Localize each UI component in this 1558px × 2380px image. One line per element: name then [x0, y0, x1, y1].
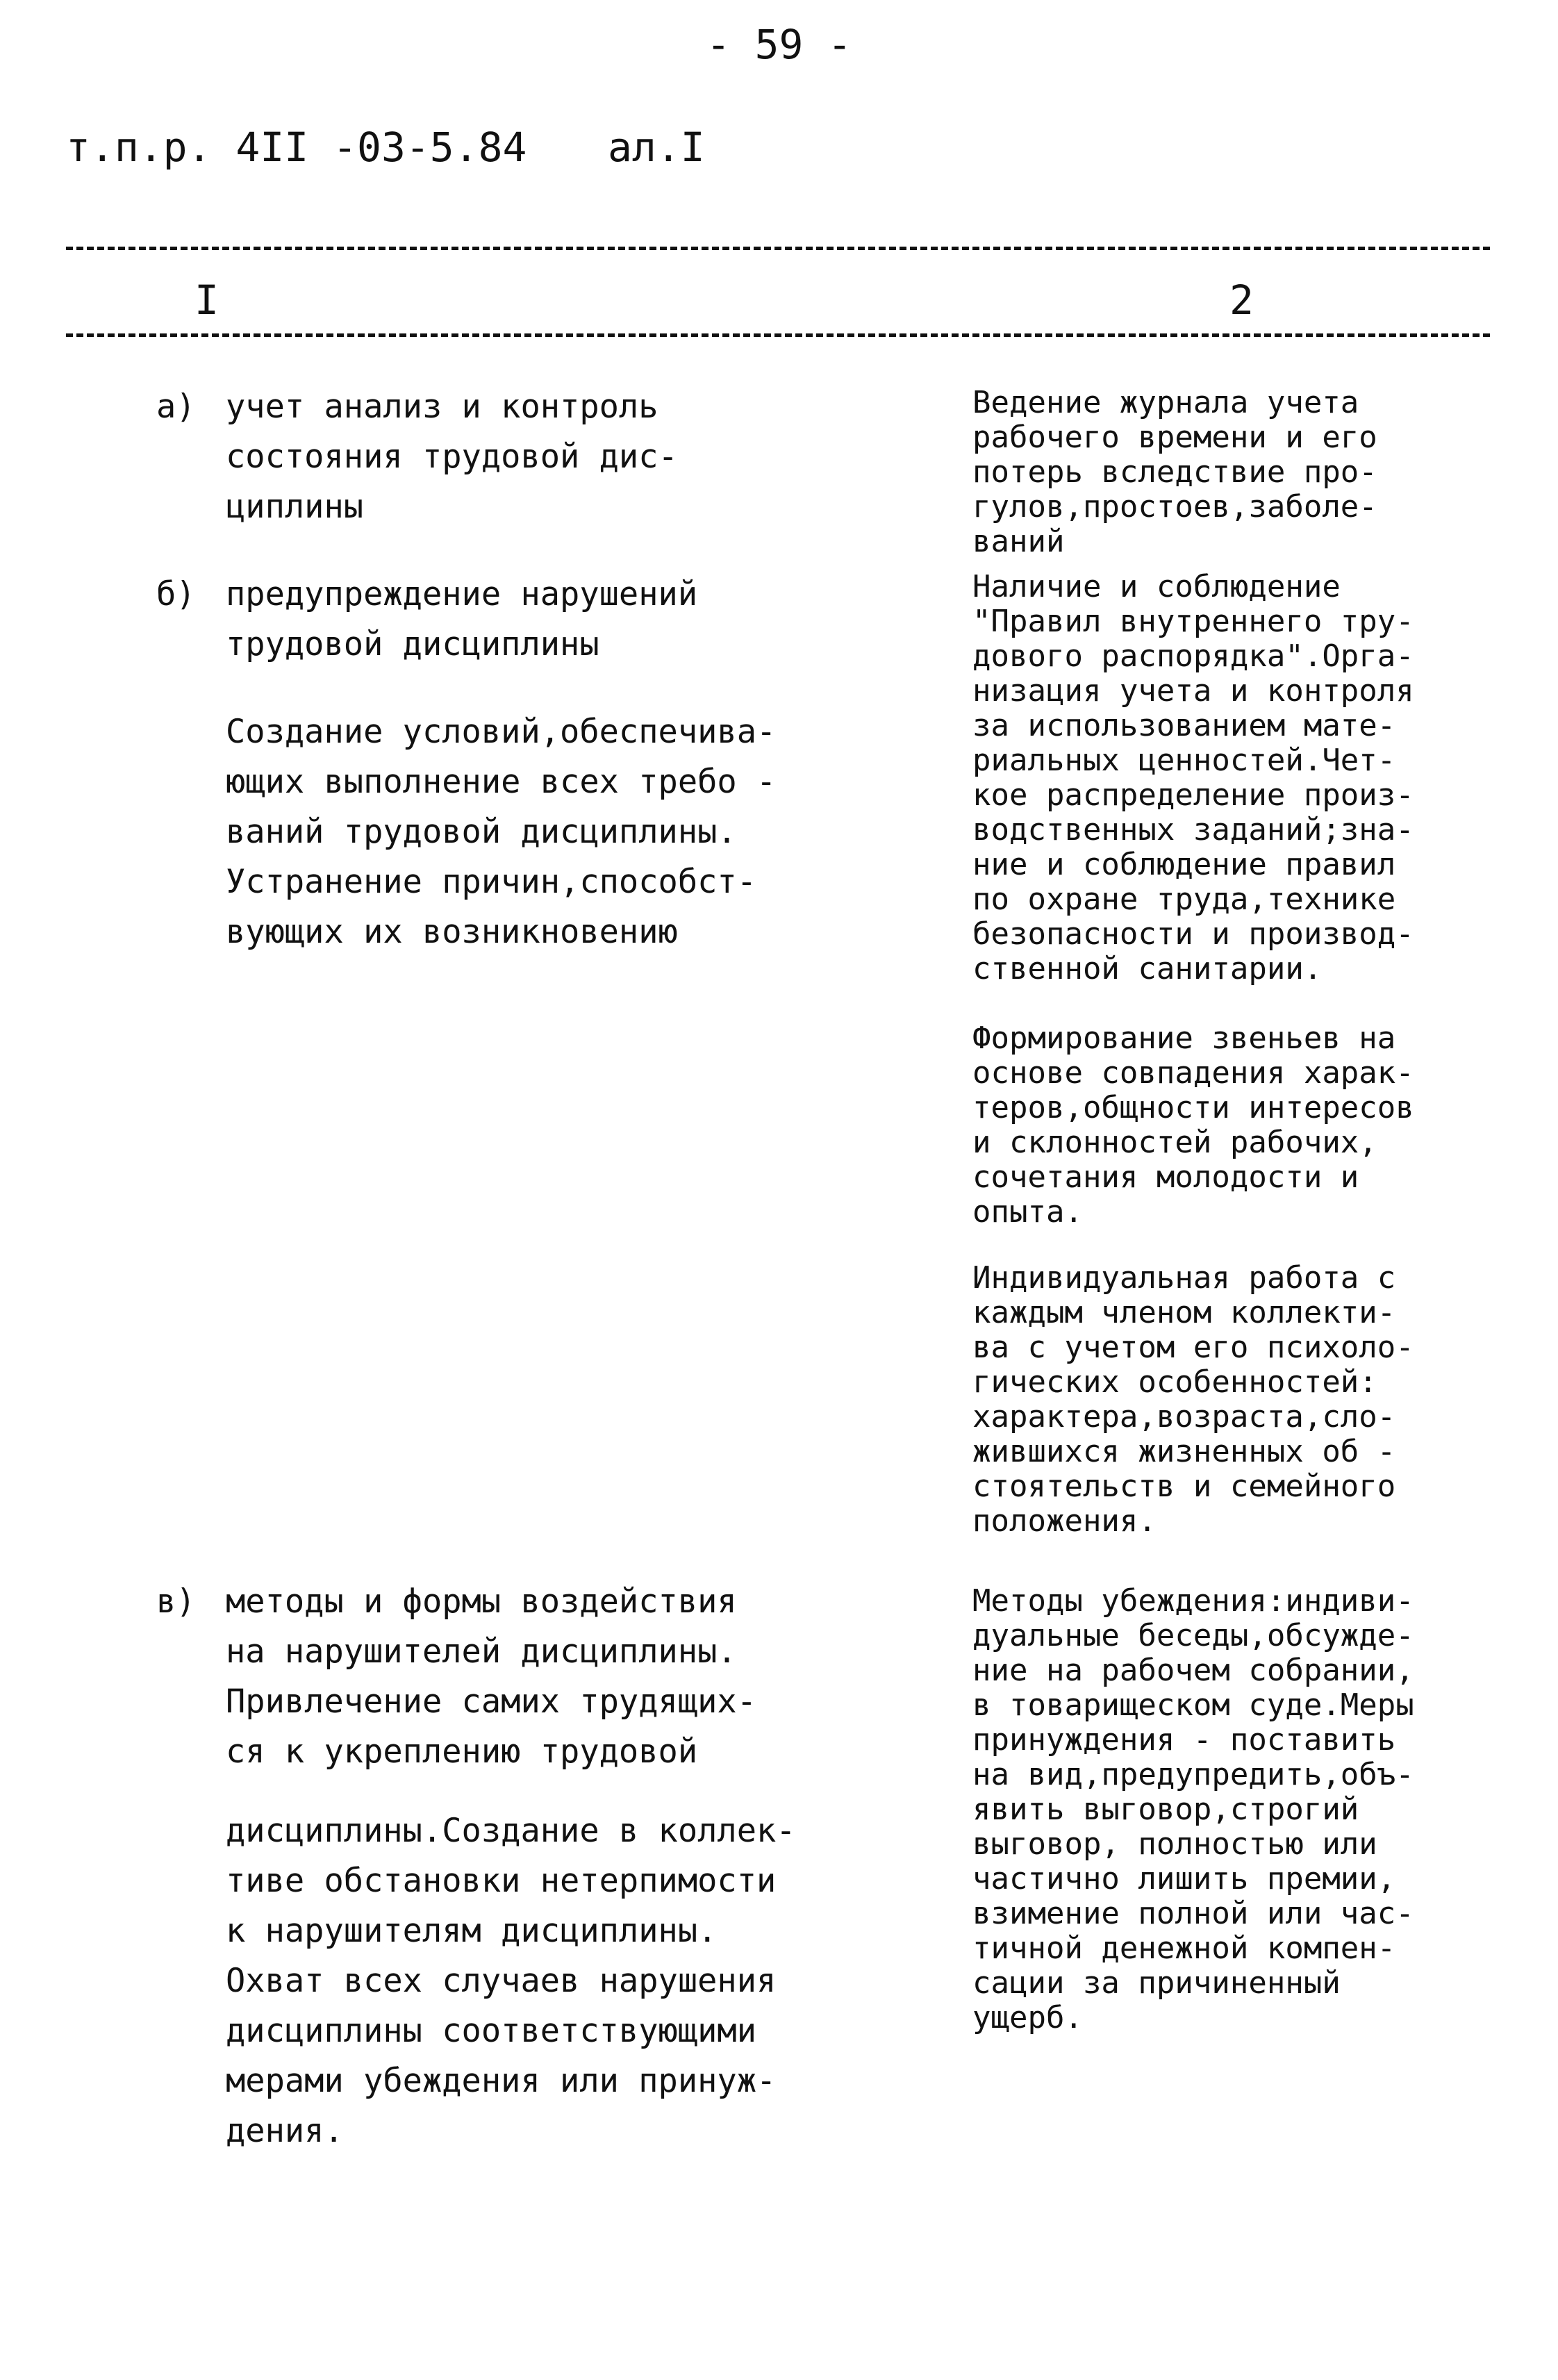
item-text-a: учет анализ и контроль состояния трудовой дис- циплины	[226, 388, 678, 526]
sheet-label: ал.I	[608, 124, 705, 171]
right-paragraph-4: Индивидуальная работа с каждым членом коллекти- ва с учетом его психоло- гических особенностей: характера,возраста,сло- жившихся жизненных об - стоятельств и семейного положения.	[972, 1260, 1414, 1539]
item-marker-c: в)	[156, 1582, 196, 1621]
item-c-paragraph-2: дисциплины.Создание в коллек- тиве обстановки нетерпимости к нарушителям дисциплины. Охват всех случаев нарушения дисциплины соответствующими мерами убеждения или принуж- дения.	[226, 1812, 796, 2150]
item-marker-a: а)	[156, 388, 196, 426]
table-header-rule	[66, 333, 1490, 337]
item-text-c: методы и формы воздействия на нарушителей дисциплины. Привлечение самих трудящих- ся к укреплению трудовой	[226, 1582, 757, 1771]
item-b-paragraph-2: Создание условий,обеспечива- ющих выполнение всех требо - ваний трудовой дисциплины. Устранение причин,способст- вующих их возникновению	[226, 713, 777, 951]
column-header-2: 2	[1229, 276, 1254, 324]
right-paragraph-2: Наличие и соблюдение "Правил внутреннего тру- дового распорядка".Орга- низация учета и контроля за использованием мате- риальных ценностей.Чет- кое распределение произ- водственных заданий;зна- ние и соблюдение правил по охране труда,технике безопасности и производ- ственной санитарии.	[972, 569, 1414, 986]
table-top-rule	[66, 247, 1490, 250]
document-code: т.п.р. 4II -03-5.84	[66, 124, 527, 171]
item-marker-b: б)	[156, 575, 196, 613]
column-header-1: I	[194, 276, 219, 324]
item-text-b: предупреждение нарушений трудовой дисциплины	[226, 575, 698, 663]
right-paragraph-3: Формирование звеньев на основе совпадения харак- теров,общности интересов и склонностей рабочих, сочетания молодости и опыта.	[972, 1020, 1414, 1230]
right-paragraph-5: Методы убеждения:индиви- дуальные беседы,обсужде- ние на рабочем собрании, в товарищеском суде.Меры принуждения - поставить на вид,предупредить,объ- явить выговор,строгий выговор, полностью или частично лишить премии, взимение полной или час- тичной денежной компен- сации за причиненный ущерб.	[972, 1583, 1414, 2035]
right-paragraph-1: Ведение журнала учета рабочего времени и его потерь вследствие про- гулов,простоев,заболе- ваний	[972, 385, 1377, 559]
page-number: - 59 -	[706, 21, 852, 68]
